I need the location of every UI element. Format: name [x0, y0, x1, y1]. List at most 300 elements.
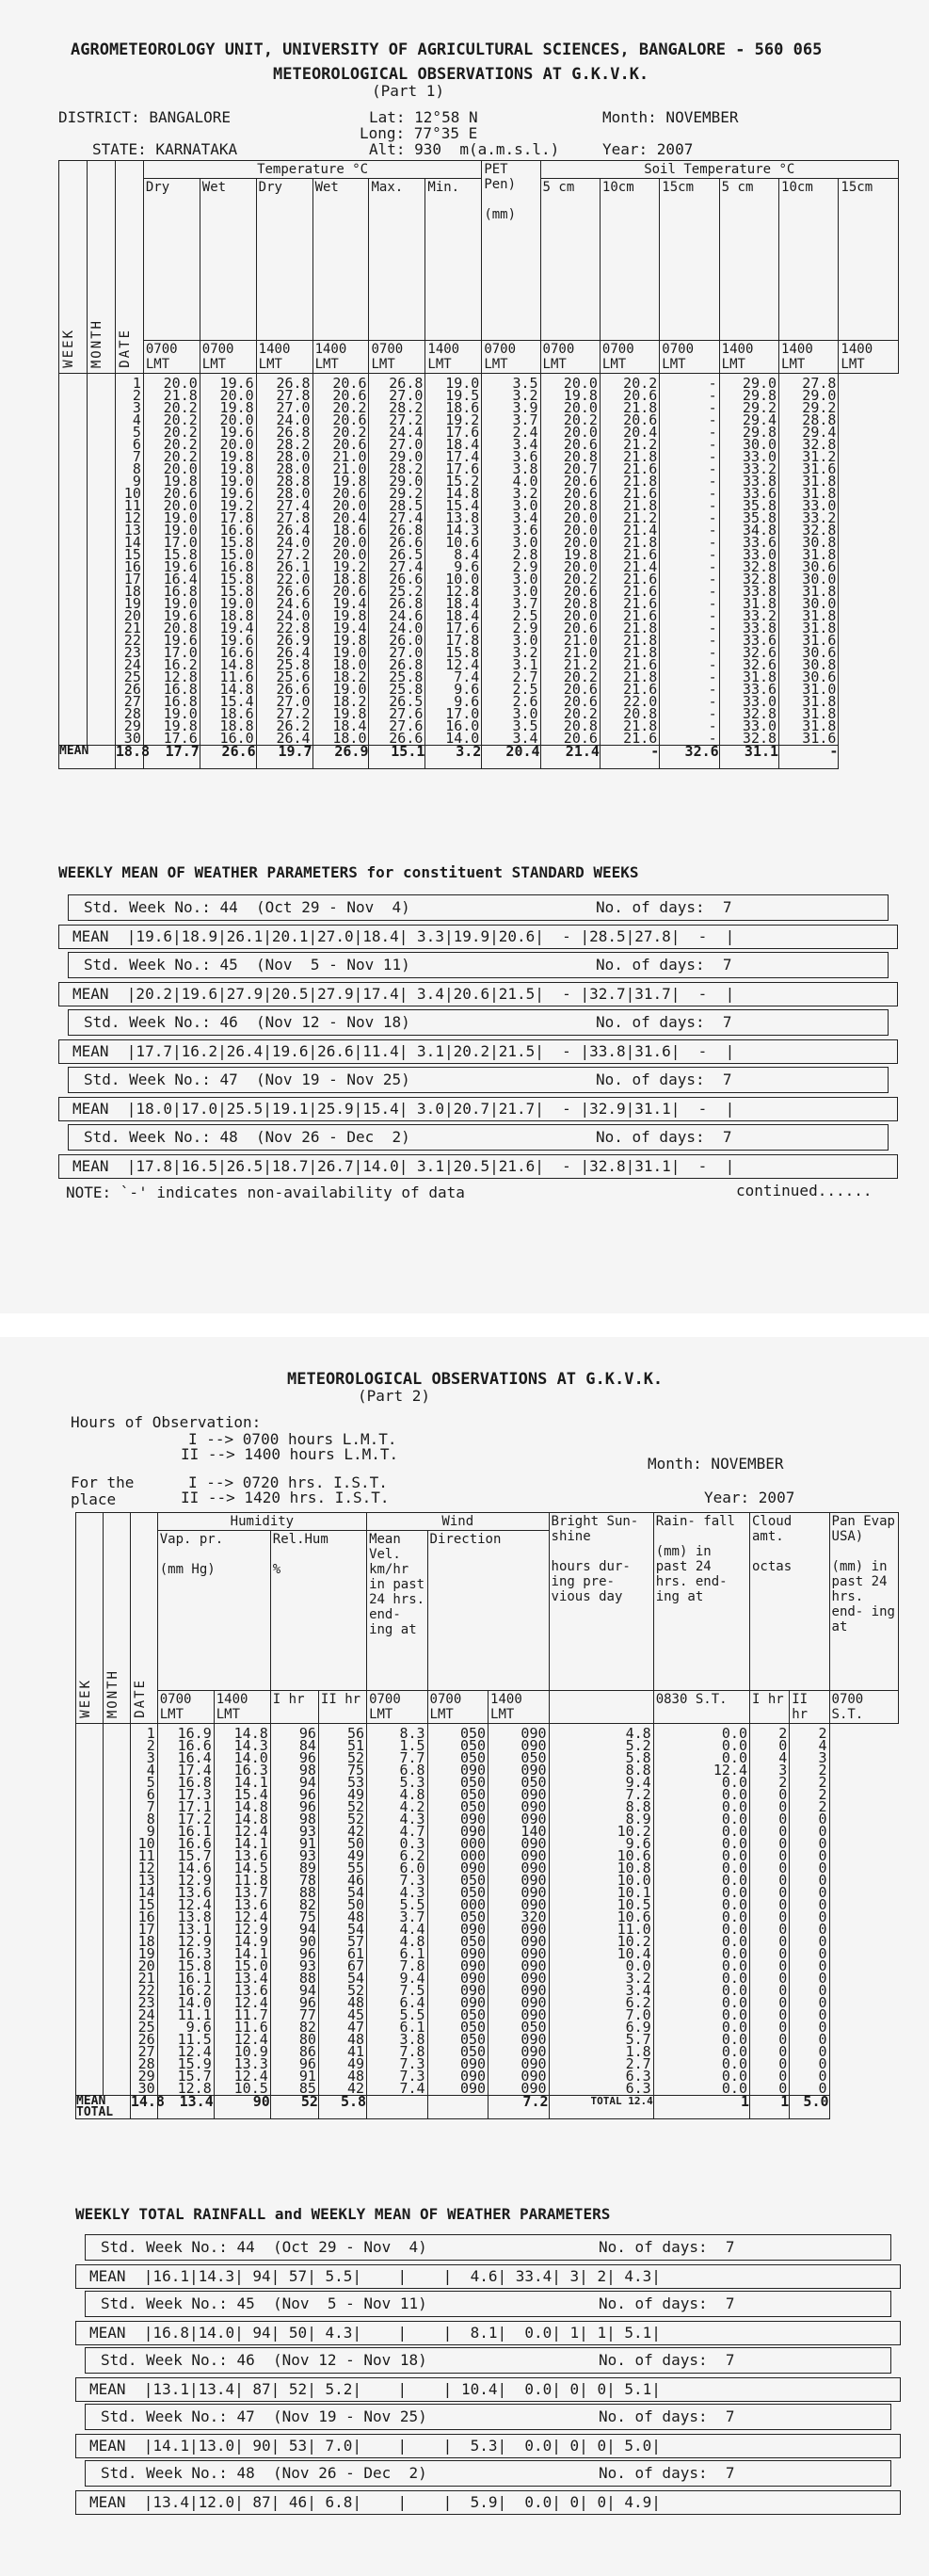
table-cell: 0.0	[721, 1945, 747, 1962]
table-cell: 0	[818, 1896, 827, 1913]
table-cell: 090	[521, 2080, 547, 2097]
table-cell: 19.6	[163, 632, 198, 649]
table-cell: 3.0	[512, 534, 538, 551]
table-cell: 29.2	[742, 399, 777, 416]
std-week-mean-row	[58, 982, 898, 1006]
table-cell: 21.6	[623, 546, 658, 563]
std-week-label: Std. Week No.: 44 (Oct 29 - Nov 4)	[84, 898, 410, 916]
table-cell: 14.9	[233, 1933, 268, 1950]
table-cell: 3.6	[512, 522, 538, 539]
data-column	[549, 1724, 653, 2096]
table-cell: 7	[146, 1798, 155, 1815]
table-cell: 4.2	[399, 1798, 425, 1815]
table-cell: 4	[818, 1737, 827, 1754]
table-cell: 21.6	[623, 681, 658, 698]
table-cell: 91	[298, 2068, 316, 2085]
table-cell: 24.4	[389, 424, 424, 441]
table-cell: 26.0	[389, 632, 424, 649]
table-cell: 52	[347, 1811, 365, 1827]
table-cell: 21.0	[563, 632, 598, 649]
table-cell: 0	[778, 1896, 788, 1913]
table-cell: 0	[778, 1908, 788, 1925]
table-cell: 20.6	[563, 436, 598, 453]
table-cell: 7.4	[454, 668, 480, 685]
table-cell: 15	[123, 546, 141, 563]
table-cell: 090	[521, 1762, 547, 1779]
table-cell: 19	[123, 595, 141, 612]
part2-subtitle: (Part 2)	[358, 1387, 431, 1405]
table-cell: 9.6	[454, 681, 480, 698]
table-cell: 33.0	[742, 693, 777, 710]
table-cell: 93	[298, 1847, 316, 1864]
days-count: No. of days: 7	[599, 2238, 735, 2256]
table-cell: 14.5	[233, 1860, 268, 1876]
table-cell: 27.0	[389, 436, 424, 453]
table-cell: 090	[521, 1847, 547, 1864]
table-cell: 20.2	[563, 705, 598, 722]
table-cell: 30.6	[802, 558, 837, 575]
time-label: 0700 S.T.	[829, 1691, 898, 1724]
table-cell: 19.8	[332, 607, 367, 624]
table-cell: 31.8	[802, 693, 837, 710]
year-label: Year: 2007	[602, 140, 694, 158]
table-cell: -	[708, 411, 717, 428]
table-cell: 0.0	[721, 2080, 747, 2097]
table-cell: 0	[778, 1798, 788, 1815]
std-week-label: Std. Week No.: 44 (Oct 29 - Nov 4)	[101, 2238, 427, 2256]
table-cell: 0.0	[721, 2031, 747, 2048]
table-cell: 29.8	[742, 424, 777, 441]
mean-value: 21.4	[540, 746, 600, 769]
table-cell: 0	[818, 2043, 827, 2060]
table-cell: 3.8	[512, 460, 538, 477]
time-label: 1400 LMT	[425, 341, 482, 374]
table-cell: 33.8	[742, 620, 777, 636]
table-cell: 21.2	[563, 656, 598, 673]
table-cell: 11	[123, 497, 141, 514]
table-cell: 0	[778, 1957, 788, 1974]
table-cell: 2	[818, 1725, 827, 1742]
table-cell: 9.6	[454, 693, 480, 710]
table-cell: 0.0	[721, 1835, 747, 1852]
table-cell: 24.6	[389, 607, 424, 624]
hours-label: Hours of Observation:	[71, 1413, 262, 1431]
data-column	[130, 1724, 157, 2096]
table-cell: 33.8	[742, 473, 777, 490]
std-week-mean-row	[75, 2264, 901, 2289]
std-week-mean-row	[58, 1039, 898, 1064]
table-cell: 23	[123, 644, 141, 661]
table-cell: 20	[137, 1957, 155, 1974]
table-cell: 20	[123, 607, 141, 624]
table-cell: 19.0	[332, 644, 367, 661]
table-cell: 15.8	[163, 546, 198, 563]
table-cell: 2	[818, 1798, 827, 1815]
table-cell: 0.0	[721, 2055, 747, 2072]
table-cell: 30.8	[802, 534, 837, 551]
table-cell: 16.6	[219, 644, 254, 661]
table-cell: 20.6	[563, 693, 598, 710]
table-cell: 56	[347, 1725, 365, 1742]
std-week-header	[68, 894, 889, 921]
table-cell: 31.8	[802, 607, 837, 624]
table-cell: 19.4	[219, 620, 254, 636]
table-cell: 2.7	[512, 668, 538, 685]
table-cell: 0.0	[721, 1749, 747, 1766]
table-cell: 21.4	[623, 558, 658, 575]
table-cell: 0.0	[721, 1811, 747, 1827]
table-cell: 20.0	[219, 387, 254, 404]
table-cell: 91	[298, 1835, 316, 1852]
table-cell: 10.4	[617, 1945, 651, 1962]
table-cell: 8.8	[625, 1798, 651, 1815]
table-cell: 22	[123, 632, 141, 649]
table-cell: 10.0	[617, 1872, 651, 1889]
std-week-mean-row	[75, 2377, 901, 2402]
table-cell: 000	[459, 1896, 487, 1913]
table-cell: 19.2	[445, 411, 480, 428]
table-cell: 050	[459, 1737, 487, 1754]
table-cell: 14.1	[233, 1835, 268, 1852]
table-cell: 93	[298, 1957, 316, 1974]
table-cell: 5.5	[399, 2006, 425, 2023]
part2-year: Year: 2007	[704, 1489, 795, 1506]
table-cell: 17.4	[177, 1762, 212, 1779]
days-count: No. of days: 7	[599, 2351, 735, 2369]
col-week: WEEK	[78, 1679, 93, 1718]
table-cell: -	[708, 546, 717, 563]
table-cell: 2	[778, 1725, 788, 1742]
time-label: 0830 S.T.	[653, 1691, 749, 1724]
time-label: 0700 LMT	[540, 341, 600, 374]
table-cell: 49	[347, 1847, 365, 1864]
table-cell: 14.1	[233, 1774, 268, 1791]
mean-value	[367, 2096, 427, 2119]
table-cell: 61	[347, 1945, 365, 1962]
table-cell: 98	[298, 1811, 316, 1827]
time-label: 1400 LMT	[779, 341, 839, 374]
table-cell: 17.4	[445, 448, 480, 465]
col-5cm-1400: 5 cm	[719, 179, 778, 341]
table-cell: -	[708, 485, 717, 502]
table-cell: 14.3	[233, 1737, 268, 1754]
table-cell: 14.8	[233, 1725, 268, 1742]
table-cell: 18.4	[445, 607, 480, 624]
table-cell: 25.2	[389, 583, 424, 600]
data-column	[270, 1724, 318, 2096]
table-cell: 14.8	[445, 485, 480, 502]
table-cell: 29.2	[389, 485, 424, 502]
time-label: 1400 LMT	[214, 1691, 270, 1724]
table-cell: 050	[459, 1725, 487, 1742]
table-cell: 0	[778, 1737, 788, 1754]
table-cell: 10.6	[617, 1847, 651, 1864]
col-date: DATE	[117, 329, 133, 368]
table-cell: 26.8	[389, 522, 424, 539]
table-cell: 15.0	[219, 546, 254, 563]
table-cell: 0	[818, 2068, 827, 2085]
table-cell: 10.9	[233, 2043, 268, 2060]
table-cell: 20.0	[563, 534, 598, 551]
table-cell: 0	[778, 2068, 788, 2085]
sunshine-header: Bright Sun- shine hours dur- ing pre- vious day	[549, 1513, 653, 1691]
table-cell: 090	[459, 1921, 487, 1938]
col-dry-0700: Dry	[143, 179, 200, 341]
table-cell: 82	[298, 2019, 316, 2036]
table-cell: 19.6	[219, 485, 254, 502]
table-cell: 54	[347, 1970, 365, 1987]
table-cell: 20.0	[332, 497, 367, 514]
table-cell: 15.4	[219, 693, 254, 710]
table-cell: 9.6	[185, 2019, 212, 2036]
table-cell: 050	[459, 1774, 487, 1791]
table-cell: 2.9	[512, 558, 538, 575]
table-cell: 0	[778, 2006, 788, 2023]
table-cell: 20.2	[163, 424, 198, 441]
table-cell: 15.7	[177, 1847, 212, 1864]
table-cell: 0.0	[721, 1860, 747, 1876]
table-cell: 20.2	[163, 448, 198, 465]
table-cell: 2	[132, 387, 141, 404]
table-cell: 25.8	[276, 656, 311, 673]
table-cell: 20.6	[332, 485, 367, 502]
time-label: 0700 LMT	[157, 1691, 214, 1724]
time-label: II hr	[790, 1691, 829, 1724]
table-cell: 20.0	[219, 436, 254, 453]
days-count: No. of days: 7	[596, 1013, 732, 1031]
std-week-mean-row	[75, 2321, 901, 2345]
table-cell: 19.8	[563, 387, 598, 404]
col-month: MONTH	[88, 318, 104, 368]
table-cell: 21.0	[332, 448, 367, 465]
table-cell: 2	[818, 1786, 827, 1803]
table-cell: 0.0	[721, 1982, 747, 1999]
table-cell: 15.4	[233, 1786, 268, 1803]
hours-i: I --> 0700 hours L.M.T.	[188, 1430, 397, 1448]
table-cell: 26	[123, 681, 141, 698]
table-cell: -	[708, 644, 717, 661]
table-cell: 30.6	[802, 644, 837, 661]
std-week-mean: MEAN |18.0|17.0|25.5|19.1|25.9|15.4| 3.0|20.7|21.7| - |32.9|31.1| - |	[72, 1100, 735, 1118]
table-cell: 13.4	[233, 1970, 268, 1987]
table-cell: 4.0	[512, 473, 538, 490]
mean-value: 18.8	[115, 746, 143, 769]
table-cell: 32.8	[802, 522, 837, 539]
table-cell: 26.6	[389, 730, 424, 747]
table-cell: 13.8	[445, 509, 480, 526]
table-cell: 3	[146, 1749, 155, 1766]
table-cell: 3.0	[512, 571, 538, 588]
data-column	[312, 374, 369, 746]
part1-title: METEOROLOGICAL OBSERVATIONS AT G.K.V.K.	[273, 65, 649, 84]
table-cell: 30.6	[802, 668, 837, 685]
table-cell: 96	[298, 1749, 316, 1766]
table-cell: 26.1	[276, 558, 311, 575]
col-10cm-0700: 10cm	[600, 179, 659, 341]
table-cell: 28	[137, 2055, 155, 2072]
table-cell: -	[708, 436, 717, 453]
table-cell: 3.0	[512, 632, 538, 649]
table-cell: 0	[818, 1921, 827, 1938]
table-cell: 050	[459, 1798, 487, 1815]
table-cell: 11.5	[177, 2031, 212, 2048]
table-cell: 20.6	[623, 387, 658, 404]
table-cell: 20.6	[332, 583, 367, 600]
table-cell: 000	[459, 1847, 487, 1864]
table-cell: 140	[521, 1823, 547, 1840]
table-cell: 25	[137, 2019, 155, 2036]
table-cell: 31.8	[742, 668, 777, 685]
table-cell: 13.6	[233, 1847, 268, 1864]
mean-row	[76, 2096, 899, 2119]
table-cell: 090	[521, 2043, 547, 2060]
table-cell: 82	[298, 1896, 316, 1913]
mean-value: 20.4	[482, 746, 540, 769]
table-cell: 5	[146, 1774, 155, 1791]
table-cell: 33.0	[742, 546, 777, 563]
page-separator	[0, 1313, 929, 1337]
table-cell: 7.5	[399, 1982, 425, 1999]
table-cell: 26.5	[389, 546, 424, 563]
table-cell: 15.2	[445, 473, 480, 490]
table-cell: 18.2	[332, 693, 367, 710]
table-cell: 19.0	[219, 595, 254, 612]
table-cell: 8.4	[454, 546, 480, 563]
table-cell: 090	[459, 1994, 487, 2011]
table-cell: 20.0	[563, 558, 598, 575]
table-cell: 8.3	[399, 1725, 425, 1742]
data-column	[540, 374, 600, 746]
time-label: 0700 LMT	[600, 341, 659, 374]
table-cell: -	[708, 620, 717, 636]
table-cell: 34.8	[742, 522, 777, 539]
std-week-label: Std. Week No.: 48 (Nov 26 - Dec 2)	[101, 2464, 427, 2482]
table-cell: 17.3	[177, 1786, 212, 1803]
table-cell: 090	[521, 1921, 547, 1938]
table-cell: 0	[818, 2031, 827, 2048]
col-min: Min.	[425, 179, 482, 341]
table-cell: 16.6	[177, 1835, 212, 1852]
table-cell: 050	[459, 1933, 487, 1950]
table-cell: 20.6	[563, 730, 598, 747]
table-cell: 0.0	[721, 1737, 747, 1754]
table-cell: 18.4	[445, 595, 480, 612]
data-column	[750, 1724, 790, 2096]
table-cell: 21.8	[623, 717, 658, 734]
table-cell: 3.4	[512, 509, 538, 526]
table-cell: 49	[347, 1786, 365, 1803]
table-cell: 31.8	[802, 717, 837, 734]
col-15cm-1400: 15cm	[839, 179, 899, 341]
table-cell: 22.8	[276, 620, 311, 636]
table-cell: 12	[137, 1860, 155, 1876]
table-cell: 19.8	[219, 399, 254, 416]
table-cell: 26.5	[389, 693, 424, 710]
table-cell: 0	[778, 1921, 788, 1938]
table-cell: 16.4	[163, 571, 198, 588]
table-cell: 28.5	[389, 497, 424, 514]
table-cell: 22.0	[276, 571, 311, 588]
table-cell: 5	[132, 424, 141, 441]
table-cell: 0.0	[721, 2068, 747, 2085]
table-cell: 30.0	[742, 436, 777, 453]
table-cell: 090	[521, 2055, 547, 2072]
table-cell: 22.0	[623, 693, 658, 710]
table-cell: 48	[347, 1908, 365, 1925]
table-cell: 3.6	[512, 448, 538, 465]
table-cell: 10.8	[617, 1860, 651, 1876]
table-cell: 0	[778, 1933, 788, 1950]
table-cell: 20.8	[563, 497, 598, 514]
table-cell: -	[708, 632, 717, 649]
table-cell: 20.6	[332, 436, 367, 453]
table-cell: 27.6	[389, 705, 424, 722]
table-cell: 46	[347, 1872, 365, 1889]
part1-subtitle: (Part 1)	[372, 82, 445, 100]
table-cell: 88	[298, 1884, 316, 1901]
table-cell: 32.8	[742, 558, 777, 575]
table-cell: 53	[347, 1774, 365, 1791]
table-cell: 19.6	[163, 607, 198, 624]
table-cell: 24.0	[276, 411, 311, 428]
table-cell: -	[708, 681, 717, 698]
table-cell: 31.6	[802, 730, 837, 747]
table-cell: 33.0	[802, 497, 837, 514]
table-cell: 19.0	[219, 473, 254, 490]
table-cell: 25.8	[389, 668, 424, 685]
table-cell: 17.1	[177, 1798, 212, 1815]
table-cell: 12.4	[233, 2068, 268, 2085]
table-cell: 15.8	[219, 534, 254, 551]
table-cell: 21.8	[623, 534, 658, 551]
table-cell: 11.6	[219, 668, 254, 685]
std-week-mean-row	[58, 925, 898, 949]
table-cell: 50	[347, 1835, 365, 1852]
table-cell: 10.2	[617, 1823, 651, 1840]
table-cell: 0.0	[721, 1872, 747, 1889]
table-cell: 050	[521, 1774, 547, 1791]
table-cell: 27.2	[389, 411, 424, 428]
std-week-label: Std. Week No.: 48 (Nov 26 - Dec 2)	[84, 1128, 410, 1146]
table-cell: 19.8	[219, 448, 254, 465]
table-cell: 9.6	[625, 1835, 651, 1852]
table-cell: 21.0	[332, 460, 367, 477]
table-cell: 20.6	[163, 485, 198, 502]
time-label: 1400 LMT	[839, 341, 899, 374]
table-cell: 13.6	[233, 1982, 268, 1999]
table-cell: 12.4	[177, 1896, 212, 1913]
table-cell: 2.8	[512, 546, 538, 563]
table-cell: 21.8	[623, 399, 658, 416]
table-cell: 33.6	[742, 485, 777, 502]
data-column	[143, 374, 200, 746]
table-cell: 0	[818, 1835, 827, 1852]
table-cell: 6.8	[399, 1762, 425, 1779]
table-cell: 6.1	[399, 2019, 425, 2036]
table-cell: 29.8	[742, 387, 777, 404]
table-cell: 9.6	[454, 558, 480, 575]
table-cell: -	[708, 460, 717, 477]
table-cell: 8	[132, 460, 141, 477]
mean-value: 3.2	[425, 746, 482, 769]
page-part-2	[0, 1337, 929, 2576]
mean-value: 17.7	[143, 746, 200, 769]
table-cell: 85	[298, 2080, 316, 2097]
table-cell: 26.8	[389, 375, 424, 392]
table-cell: 26.6	[389, 534, 424, 551]
table-cell: 45	[347, 2006, 365, 2023]
table-cell: 4	[132, 411, 141, 428]
